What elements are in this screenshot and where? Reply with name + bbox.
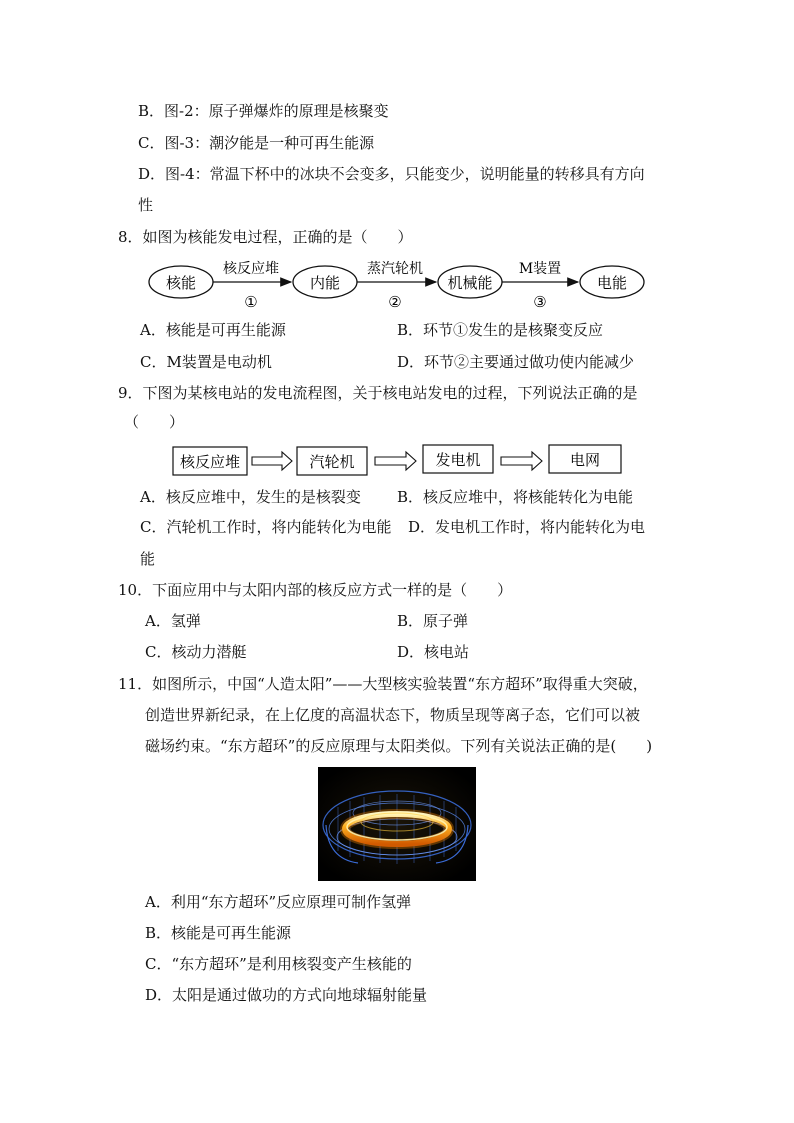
q7-option-c: C．图-3：潮汐能是一种可再生能源: [138, 134, 375, 152]
q11-option-d: D．太阳是通过做功的方式向地球辐射能量: [145, 986, 428, 1004]
q8-option-b: B．环节①发生的是核聚变反应: [397, 321, 604, 339]
node-internal-energy: [293, 266, 357, 298]
q8-option-c: C．M装置是电动机: [140, 353, 272, 371]
svg-text:电网: 电网: [569, 451, 601, 469]
q9-option-c: C．汽轮机工作时，将内能转化为电能: [140, 518, 392, 536]
q8-option-a: A．核能是可再生能源: [140, 321, 286, 339]
q8-option-d: D．环节②主要通过做功使内能减少: [397, 353, 635, 371]
q10-stem: 10．下面应用中与太阳内部的核反应方式一样的是（ ）: [118, 581, 513, 599]
node-electric-energy: [580, 266, 644, 298]
box-turbine: [297, 447, 367, 475]
q9-stem-line1: 9．下图为某核电站的发电流程图，关于核电站发电的过程，下列说法正确的是: [118, 384, 638, 402]
q11-option-b: B．核能是可再生能源: [145, 924, 292, 942]
q7-option-d: D．图-4：常温下杯中的冰块不会变多，只能变少，说明能量的转移具有方向: [138, 165, 645, 183]
svg-text:电能: 电能: [596, 274, 628, 292]
box-generator: [423, 445, 493, 473]
box-reactor: [173, 447, 247, 475]
q10-option-c: C．核动力潜艇: [145, 643, 247, 661]
svg-text:发电机: 发电机: [435, 451, 481, 469]
node-mechanical-energy: [438, 266, 502, 298]
q11-option-c: C．“东方超环”是利用核裂变产生核能的: [145, 955, 412, 973]
q11-stem-line2: 创造世界新纪录，在上亿度的高温状态下，物质呈现等离子态，它们可以被: [145, 706, 641, 724]
q10-option-a: A．氢弹: [145, 612, 201, 630]
q8-energy-flow-diagram: [140, 255, 660, 313]
q8-stem: 8．如图为核能发电过程，正确的是（ ）: [118, 228, 413, 246]
hollow-arrow-2: [375, 452, 416, 470]
node-nuclear-energy: [149, 266, 213, 298]
arrow-2-label: 蒸汽轮机: [367, 261, 423, 277]
arrow-3-step: ③: [533, 293, 547, 311]
tokamak-image: [318, 767, 476, 881]
q11-stem-line3: 磁场约束。“东方超环”的反应原理与太阳类似。下列有关说法正确的是( ): [145, 737, 653, 755]
svg-text:核反应堆: 核反应堆: [179, 453, 241, 471]
q9-flow-diagram: [170, 442, 630, 478]
svg-text:核能: 核能: [165, 274, 197, 292]
svg-text:汽轮机: 汽轮机: [309, 453, 355, 471]
q9-option-a: A．核反应堆中，发生的是核裂变: [140, 488, 361, 506]
q9-option-d: D．发电机工作时，将内能转化为电: [408, 518, 646, 536]
q9-stem-line2: （ ）: [124, 413, 185, 431]
arrow-1-label: 核反应堆: [223, 261, 279, 277]
arrow-2-step: ②: [388, 293, 402, 311]
arrow-3-label: M装置: [518, 261, 562, 277]
arrow-1-step: ①: [244, 293, 258, 311]
q11-option-a: A．利用“东方超环”反应原理可制作氢弹: [145, 893, 412, 911]
q7-option-b: B．图-2：原子弹爆炸的原理是核聚变: [138, 102, 389, 120]
q10-option-d: D．核电站: [397, 643, 470, 661]
q9-option-d-cont: 能: [140, 550, 156, 568]
q7-option-d-cont: 性: [138, 196, 154, 214]
svg-text:内能: 内能: [309, 274, 341, 292]
svg-text:机械能: 机械能: [447, 274, 493, 292]
hollow-arrow-1: [252, 452, 292, 470]
q11-stem-line1: 11．如图所示，中国“人造太阳”——大型核实验装置“东方超环”取得重大突破，: [118, 675, 648, 693]
q9-option-b: B．核反应堆中，将核能转化为电能: [397, 488, 634, 506]
q10-option-b: B．原子弹: [397, 612, 469, 630]
box-grid: [549, 445, 621, 473]
hollow-arrow-3: [501, 452, 542, 470]
